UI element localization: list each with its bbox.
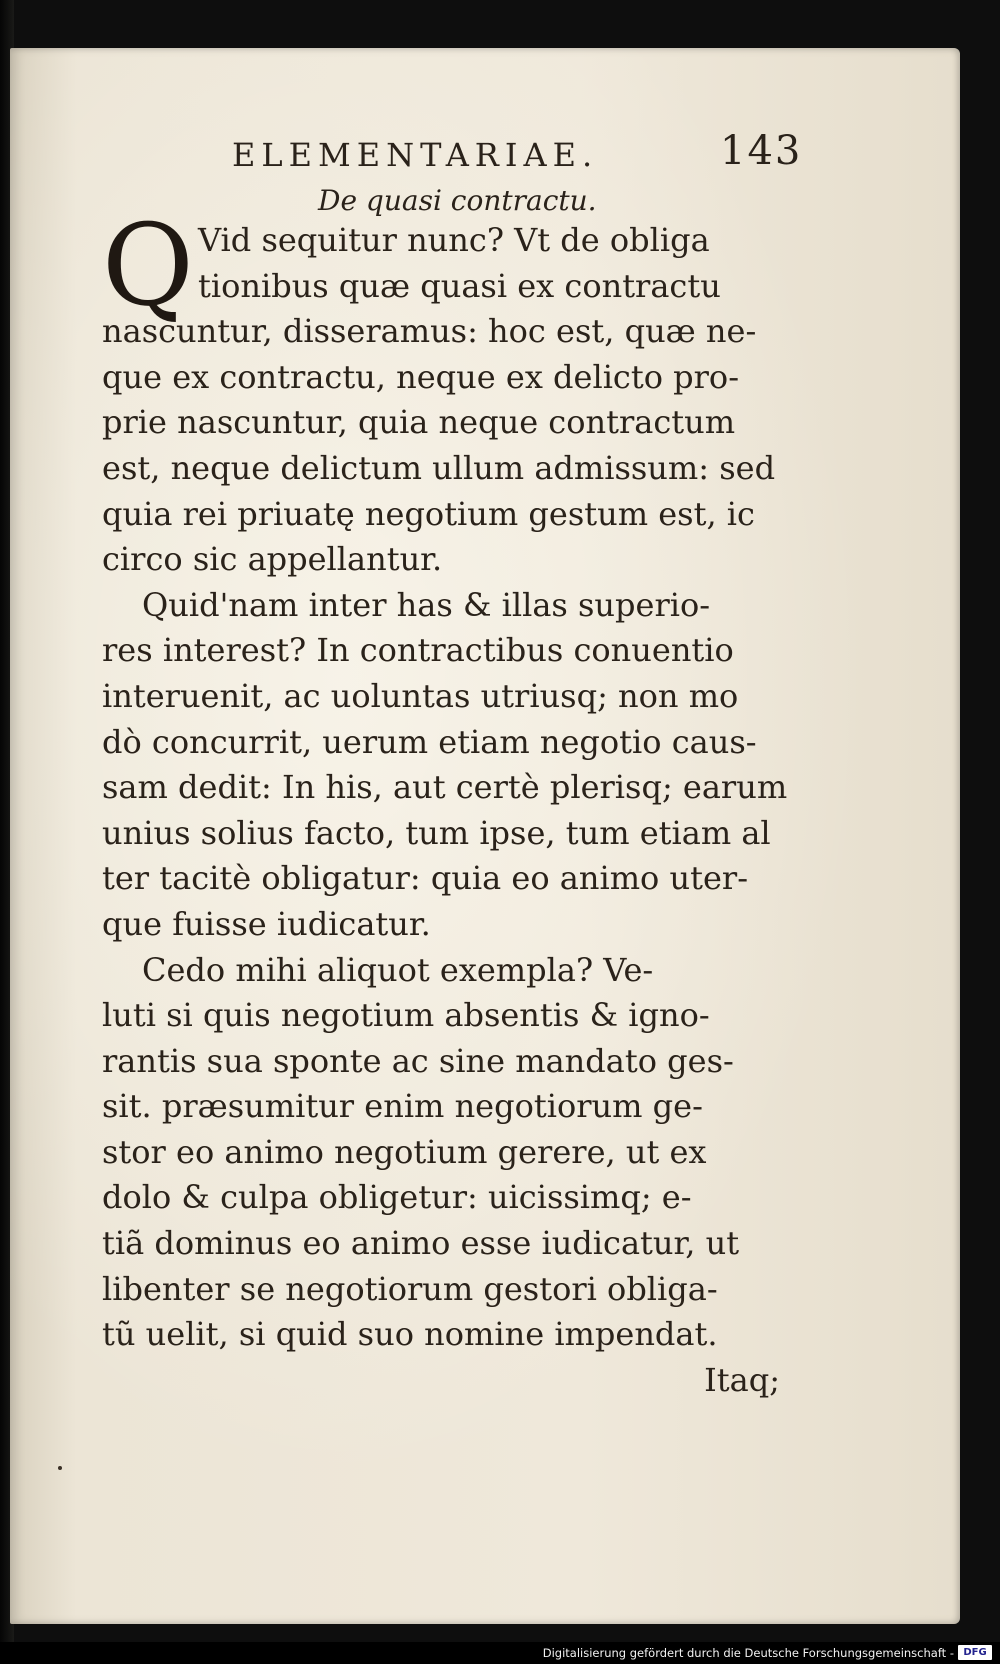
text-line: dò concurrit, uerum etiam negotio caus-: [102, 722, 757, 761]
text-line: res interest? In contractibus conuentio: [102, 631, 734, 670]
text-line: est, neque delictum ullum admissum: sed: [102, 448, 776, 487]
drop-cap-initial: Q: [102, 201, 194, 331]
section-subtitle: De quasi contractu.: [318, 184, 597, 217]
text-line: rantis sua sponte ac sine mandato ges-: [102, 1041, 734, 1080]
text-line: tũ uelit, si quid suo nomine impendat.: [102, 1315, 718, 1354]
text-line: ter tacitè obligatur: quia eo animo uter-: [102, 859, 748, 898]
text-line: Cedo mihi aliquot exempla? Ve-: [142, 950, 654, 989]
paper-speck: [58, 1466, 62, 1470]
text-line: dolo & culpa obligetur: uicissimq; e-: [102, 1178, 692, 1217]
text-line: Quid'nam inter has & illas superio-: [142, 585, 711, 624]
text-line: sit. præsumitur enim negotiorum ge-: [102, 1087, 703, 1126]
digitization-credit: Digitalisierung gefördert durch die Deutsche Forschungsgemeinschaft -: [542, 1646, 954, 1660]
body-text: [102, 218, 802, 1403]
page-number: 143: [720, 128, 803, 174]
text-line: stor eo animo negotium gerere, ut ex: [102, 1132, 707, 1171]
text-line: prie nascuntur, quia neque contractum: [102, 403, 736, 442]
text-line: que ex contractu, neque ex delicto pro-: [102, 357, 739, 396]
text-line: tiã dominus eo animo esse iudicatur, ut: [102, 1224, 740, 1263]
text-line: quia rei priuatę negotium gestum est, ic: [102, 494, 755, 533]
text-line: que fuisse iudicatur.: [102, 904, 431, 943]
text-line: tionibus quæ quasi ex contractu: [198, 266, 721, 305]
catchword: Itaq;: [704, 1360, 780, 1399]
text-line: circo sic appellantur.: [102, 540, 443, 579]
text-line: sam dedit: In his, aut certè plerisq; earum: [102, 768, 788, 807]
text-line: Vid sequitur nunc? Vt de obliga: [198, 221, 710, 259]
text-line: luti si quis negotium absentis & igno-: [102, 996, 710, 1035]
dfg-logo-icon: DFG: [958, 1645, 992, 1660]
running-title: ELEMENTARIAE.: [232, 136, 599, 174]
text-line: interuenit, ac uoluntas utriusq; non mo: [102, 676, 739, 715]
text-line: nascuntur, disseramus: hoc est, quæ ne-: [102, 312, 757, 351]
text-line: libenter se negotiorum gestori obliga-: [102, 1269, 718, 1308]
text-line: unius solius facto, tum ipse, tum etiam al: [102, 813, 771, 852]
